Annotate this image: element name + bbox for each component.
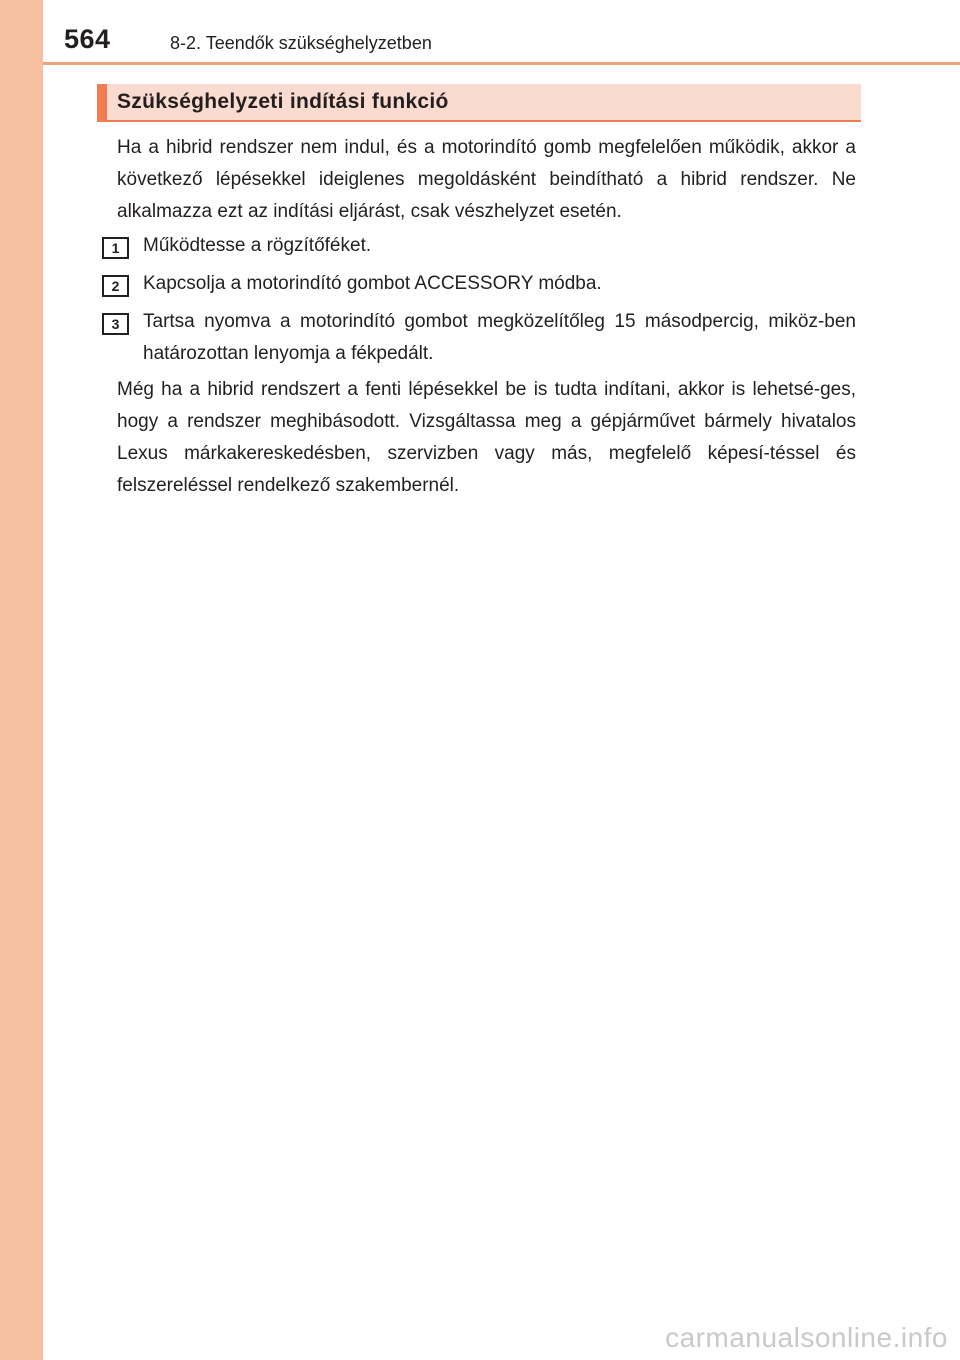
step-text: Kapcsolja a motorindító gombot ACCESSORY módba. xyxy=(143,273,602,294)
header-divider xyxy=(43,62,960,65)
step-text: Működtesse a rögzítőféket. xyxy=(143,235,372,256)
watermark-text: carmanualsonline.info xyxy=(665,1322,948,1353)
step-number-badge: 2 xyxy=(102,275,129,297)
intro-paragraph: Ha a hibrid rendszer nem indul, és a motorindító gomb megfelelően működik, akkor a következő lépésekkel ideiglenes megoldásként beindítható a hibrid rendszer. Ne alkalmazza ezt az indítási eljárást, csak vészhelyzet esetén. xyxy=(117,137,856,222)
step-number-badge: 3 xyxy=(102,313,129,335)
step-text: Tartsa nyomva a motorindító gombot megközelítőleg 15 másodpercig, miköz-ben határozottan lenyomja a fékpedált. xyxy=(143,311,856,364)
step-number-badge: 1 xyxy=(102,237,129,259)
section-heading xyxy=(97,84,861,122)
closing-paragraph: Még ha a hibrid rendszert a fenti lépésekkel be is tudta indítani, akkor is lehetsé-ges, hogy a rendszer meghibásodott. Vizsgáltassa meg a gépjárművet bármely hivatalos Lexus márkakereskedésben, szervizben vagy más, megfelelő képesí-téssel és felszereléssel rendelkező szakembernél. xyxy=(117,379,856,496)
chapter-title: 8-2. Teendők szükséghelyzetben xyxy=(170,33,432,53)
section-title-text: Szükséghelyzeti indítási funkció xyxy=(117,90,449,113)
page-number: 564 xyxy=(64,24,111,54)
side-color-band xyxy=(0,0,43,1360)
